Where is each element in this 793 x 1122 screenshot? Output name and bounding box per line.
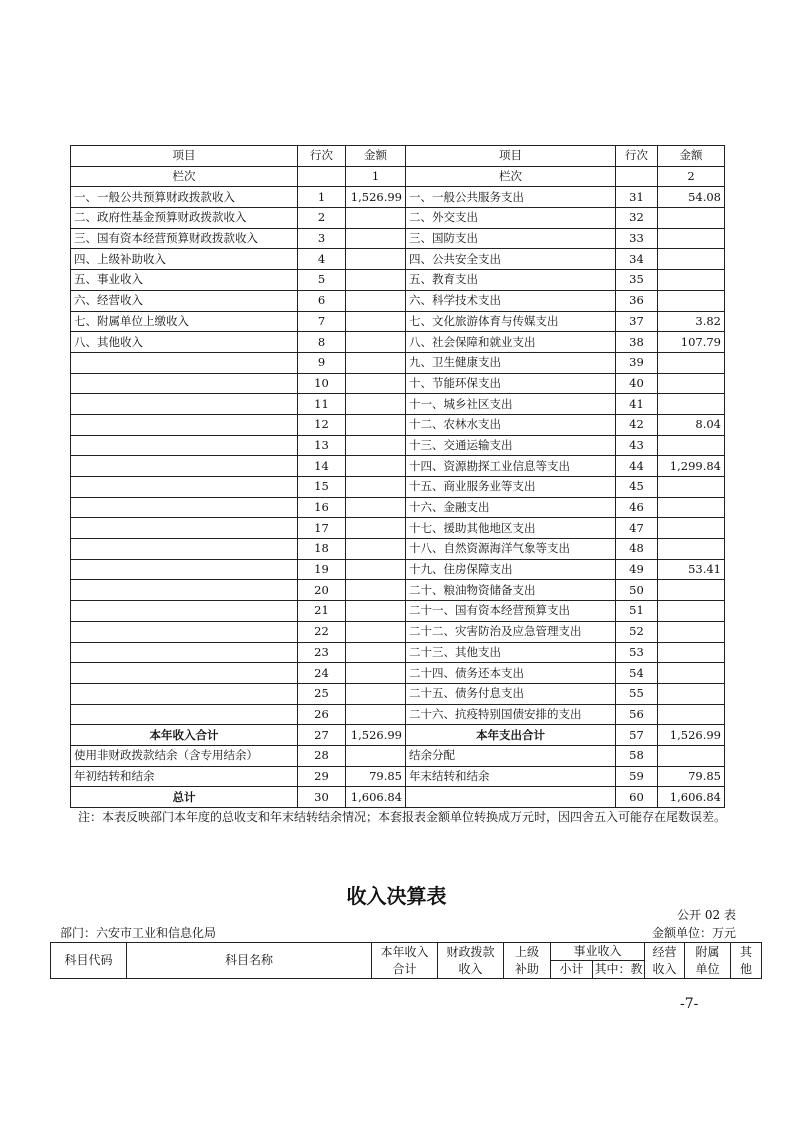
header-row: [71, 146, 725, 167]
expense-amount: 8.04: [658, 414, 725, 435]
sub-header-total: [372, 943, 438, 979]
table-row: [71, 270, 725, 291]
expense-row-no: 36: [616, 290, 658, 311]
table-row: [71, 663, 725, 684]
income-amount: [346, 663, 406, 684]
income-amount: [346, 249, 406, 270]
table-row: [71, 642, 725, 663]
expense-row-no: 60: [616, 787, 658, 808]
expense-item: 年末结转和结余: [406, 766, 616, 787]
expense-row-no: 42: [616, 414, 658, 435]
income-amount: [346, 580, 406, 601]
expense-item: 二十、粮油物资储备支出: [406, 580, 616, 601]
expense-row-no: 44: [616, 456, 658, 477]
expense-amount: [658, 704, 725, 725]
income-expenditure-table: [70, 145, 725, 808]
sub-header-other-l1: 其: [739, 944, 752, 959]
income-row-no: 8: [298, 332, 346, 353]
expense-item: 十七、援助其他地区支出: [406, 518, 616, 539]
income-row-no: 13: [298, 435, 346, 456]
income-amount: [346, 559, 406, 580]
expense-amount: [658, 663, 725, 684]
income-item: [71, 621, 298, 642]
sub-header-affil-l2: 单位: [695, 961, 720, 976]
department-name: 部门：六安市工业和信息化局: [60, 926, 217, 940]
expense-item: 三、国防支出: [406, 228, 616, 249]
table-row: [71, 352, 725, 373]
expense-row-no: 31: [616, 187, 658, 208]
income-row-no: 30: [298, 787, 346, 808]
income-amount: [346, 352, 406, 373]
lanci-label-left: 栏次: [71, 166, 298, 187]
income-row-no: 9: [298, 352, 346, 373]
sub-header-name: 科目名称: [127, 943, 372, 979]
sub-header-other-l2: 他: [739, 961, 752, 976]
table-row: [71, 601, 725, 622]
expense-row-no: 53: [616, 642, 658, 663]
table-row: [71, 228, 725, 249]
expense-amount: [658, 249, 725, 270]
lanci-empty-left: [298, 166, 346, 187]
expense-row-no: 32: [616, 208, 658, 229]
income-item: [71, 683, 298, 704]
expense-row-no: 33: [616, 228, 658, 249]
form-number: 公开 02 表: [677, 908, 736, 922]
expense-amount: [658, 642, 725, 663]
sub-header-affil-l1: 附属: [695, 944, 720, 959]
lanci-empty-right: [616, 166, 658, 187]
expense-row-no: 50: [616, 580, 658, 601]
sub-header-oper-l2: 收入: [652, 961, 677, 976]
table-row: [71, 456, 725, 477]
income-amount: [346, 683, 406, 704]
expense-amount: [658, 477, 725, 498]
income-amount: [346, 270, 406, 291]
expense-amount: [658, 270, 725, 291]
income-row-no: 10: [298, 373, 346, 394]
expense-item: 十二、农林水支出: [406, 414, 616, 435]
expense-item: 二十一、国有资本经营预算支出: [406, 601, 616, 622]
sub-header-fiscal: [438, 943, 504, 979]
expense-item: 二十二、灾害防治及应急管理支出: [406, 621, 616, 642]
income-row-no: 21: [298, 601, 346, 622]
sub-header-upper: [504, 943, 551, 979]
income-row-no: 15: [298, 477, 346, 498]
table-row: [71, 704, 725, 725]
expense-row-no: 40: [616, 373, 658, 394]
income-amount: [346, 208, 406, 229]
sub-header-biz: 事业收入: [551, 943, 645, 961]
lanci-col-right: 2: [658, 166, 725, 187]
income-amount: [346, 477, 406, 498]
expense-row-no: 43: [616, 435, 658, 456]
expense-item: 二十六、抗疫特别国债安排的支出: [406, 704, 616, 725]
page-number: -7-: [680, 996, 699, 1012]
expense-row-no: 55: [616, 683, 658, 704]
table-row: [71, 621, 725, 642]
expense-row-no: 46: [616, 497, 658, 518]
sub-header-fiscal-l1: 财政拨款: [446, 944, 495, 959]
income-item: 三、国有资本经营预算财政拨款收入: [71, 228, 298, 249]
table-row: [71, 580, 725, 601]
col-header-item-right: 项目: [406, 146, 616, 167]
expense-item: 二、外交支出: [406, 208, 616, 229]
table-row: [71, 332, 725, 353]
income-row-no: 27: [298, 725, 346, 746]
sub-header-code: 科目代码: [51, 943, 127, 979]
expense-amount: 53.41: [658, 559, 725, 580]
income-item: [71, 580, 298, 601]
income-item: [71, 414, 298, 435]
income-item: 七、附属单位上缴收入: [71, 311, 298, 332]
expense-row-no: 58: [616, 745, 658, 766]
expense-item: 十、节能环保支出: [406, 373, 616, 394]
expense-row-no: 56: [616, 704, 658, 725]
expense-item: 十三、交通运输支出: [406, 435, 616, 456]
lanci-row: [71, 166, 725, 187]
income-row-no: 16: [298, 497, 346, 518]
table-row: [71, 497, 725, 518]
table-row: [71, 435, 725, 456]
income-amount: [346, 332, 406, 353]
expense-item: 九、卫生健康支出: [406, 352, 616, 373]
expense-amount: [658, 621, 725, 642]
income-item: [71, 642, 298, 663]
expense-row-no: 51: [616, 601, 658, 622]
sub-header-biz-subtotal: 小计: [551, 961, 593, 979]
income-amount: [346, 414, 406, 435]
expense-row-no: 52: [616, 621, 658, 642]
sub-header-biz-edu: 其中：教: [593, 961, 645, 979]
expense-amount: 1,299.84: [658, 456, 725, 477]
col-header-amount-left: 金额: [346, 146, 406, 167]
expense-amount: 1,606.84: [658, 787, 725, 808]
expense-row-no: 57: [616, 725, 658, 746]
income-item: 一、一般公共预算财政拨款收入: [71, 187, 298, 208]
expense-item: 十四、资源勘探工业信息等支出: [406, 456, 616, 477]
income-item: [71, 601, 298, 622]
expense-item: 十九、住房保障支出: [406, 559, 616, 580]
income-row-no: 23: [298, 642, 346, 663]
expense-item: 十五、商业服务业等支出: [406, 477, 616, 498]
income-amount: [346, 394, 406, 415]
income-amount: [346, 704, 406, 725]
income-amount: [346, 621, 406, 642]
income-item: 本年收入合计: [71, 725, 298, 746]
expense-amount: [658, 518, 725, 539]
income-row-no: 7: [298, 311, 346, 332]
table-row: [71, 745, 725, 766]
expense-row-no: 34: [616, 249, 658, 270]
income-amount: 1,526.99: [346, 725, 406, 746]
income-item: 六、经营收入: [71, 290, 298, 311]
table-row: [71, 187, 725, 208]
expense-row-no: 49: [616, 559, 658, 580]
sub-header-fiscal-l2: 收入: [458, 961, 483, 976]
expense-amount: 54.08: [658, 187, 725, 208]
expense-amount: 107.79: [658, 332, 725, 353]
income-row-no: 25: [298, 683, 346, 704]
income-row-no: 2: [298, 208, 346, 229]
income-item: 总计: [71, 787, 298, 808]
income-item: [71, 477, 298, 498]
table-row: [71, 414, 725, 435]
expense-row-no: 41: [616, 394, 658, 415]
table-note: 注：本表反映部门本年度的总收支和年末结转结余情况；本套报表金额单位转换成万元时，因四舍五入可能存在尾数误差。: [78, 810, 727, 824]
table-row: [71, 518, 725, 539]
income-item: [71, 518, 298, 539]
col-header-row-no-right: 行次: [616, 146, 658, 167]
expense-item: 结余分配: [406, 745, 616, 766]
expense-row-no: 48: [616, 539, 658, 560]
sub-header-total-l1: 本年收入: [380, 944, 429, 959]
income-amount: 1,526.99: [346, 187, 406, 208]
sub-header-upper-l1: 上级: [514, 944, 539, 959]
sub-header-upper-l2: 补助: [514, 961, 539, 976]
expense-amount: [658, 208, 725, 229]
sub-header-oper: [645, 943, 685, 979]
income-row-no: 6: [298, 290, 346, 311]
income-item: [71, 373, 298, 394]
expense-row-no: 38: [616, 332, 658, 353]
section-title: 收入决算表: [346, 884, 447, 908]
income-item: [71, 539, 298, 560]
expense-amount: 79.85: [658, 766, 725, 787]
income-amount: [346, 497, 406, 518]
expense-row-no: 35: [616, 270, 658, 291]
expense-row-no: 39: [616, 352, 658, 373]
col-header-amount-right: 金额: [658, 146, 725, 167]
expense-amount: 3.82: [658, 311, 725, 332]
income-item: [71, 663, 298, 684]
income-amount: [346, 435, 406, 456]
income-row-no: 18: [298, 539, 346, 560]
expense-item: 五、教育支出: [406, 270, 616, 291]
table-row: [71, 559, 725, 580]
income-amount: [346, 601, 406, 622]
income-amount: [346, 290, 406, 311]
expense-item: 二十四、债务还本支出: [406, 663, 616, 684]
expense-row-no: 59: [616, 766, 658, 787]
expense-amount: [658, 601, 725, 622]
income-amount: [346, 539, 406, 560]
table-row: [71, 394, 725, 415]
expense-amount: [658, 290, 725, 311]
income-item: 使用非财政拨款结余（含专用结余）: [71, 745, 298, 766]
income-row-no: 20: [298, 580, 346, 601]
table-row: [71, 208, 725, 229]
expense-amount: [658, 435, 725, 456]
income-item: [71, 352, 298, 373]
income-item: [71, 394, 298, 415]
expense-item: 十六、金融支出: [406, 497, 616, 518]
expense-item: 七、文化旅游体育与传媒支出: [406, 311, 616, 332]
expense-item: 二十三、其他支出: [406, 642, 616, 663]
income-row-no: 17: [298, 518, 346, 539]
income-item: [71, 497, 298, 518]
sub-header-oper-l1: 经营: [652, 944, 677, 959]
expense-item: 二十五、债务付息支出: [406, 683, 616, 704]
lanci-col-left: 1: [346, 166, 406, 187]
income-row-no: 12: [298, 414, 346, 435]
sub-header-affil: [685, 943, 731, 979]
sub-header-total-l2: 合计: [392, 961, 417, 976]
table-row: [71, 290, 725, 311]
expense-item: 八、社会保障和就业支出: [406, 332, 616, 353]
expense-amount: [658, 745, 725, 766]
col-header-item-left: 项目: [71, 146, 298, 167]
expense-amount: [658, 373, 725, 394]
income-amount: [346, 456, 406, 477]
expense-item: [406, 787, 616, 808]
expense-amount: 1,526.99: [658, 725, 725, 746]
income-amount: 79.85: [346, 766, 406, 787]
income-row-no: 29: [298, 766, 346, 787]
table-row: [71, 766, 725, 787]
income-amount: [346, 642, 406, 663]
expense-item: 一、一般公共服务支出: [406, 187, 616, 208]
expense-amount: [658, 228, 725, 249]
income-row-no: 22: [298, 621, 346, 642]
table-row: [71, 539, 725, 560]
expense-amount: [658, 683, 725, 704]
table-row: [71, 373, 725, 394]
income-table-header: [50, 942, 762, 979]
income-item: 年初结转和结余: [71, 766, 298, 787]
income-item: [71, 456, 298, 477]
income-row-no: 11: [298, 394, 346, 415]
income-row-no: 1: [298, 187, 346, 208]
expense-row-no: 37: [616, 311, 658, 332]
expense-item: 本年支出合计: [406, 725, 616, 746]
income-amount: [346, 373, 406, 394]
table-row: [71, 787, 725, 808]
income-item: [71, 559, 298, 580]
income-item: 八、其他收入: [71, 332, 298, 353]
expense-amount: [658, 352, 725, 373]
income-item: [71, 435, 298, 456]
income-amount: [346, 518, 406, 539]
expense-amount: [658, 580, 725, 601]
expense-row-no: 54: [616, 663, 658, 684]
table-row: [71, 249, 725, 270]
expense-row-no: 47: [616, 518, 658, 539]
expense-item: 十八、自然资源海洋气象等支出: [406, 539, 616, 560]
amount-unit: 金额单位：万元: [651, 926, 736, 940]
income-row-no: 5: [298, 270, 346, 291]
table-row: [71, 311, 725, 332]
income-amount: [346, 228, 406, 249]
income-amount: [346, 311, 406, 332]
income-row-no: 14: [298, 456, 346, 477]
income-row-no: 24: [298, 663, 346, 684]
income-amount: [346, 745, 406, 766]
income-row-no: 28: [298, 745, 346, 766]
income-item: 四、上级补助收入: [71, 249, 298, 270]
lanci-label-right: 栏次: [406, 166, 616, 187]
income-row-no: 19: [298, 559, 346, 580]
income-row-no: 26: [298, 704, 346, 725]
income-amount: 1,606.84: [346, 787, 406, 808]
table-row: [71, 477, 725, 498]
expense-amount: [658, 497, 725, 518]
table-row: [71, 683, 725, 704]
expense-item: 十一、城乡社区支出: [406, 394, 616, 415]
income-item: 二、政府性基金预算财政拨款收入: [71, 208, 298, 229]
income-item: [71, 704, 298, 725]
expense-amount: [658, 539, 725, 560]
col-header-row-no-left: 行次: [298, 146, 346, 167]
expense-amount: [658, 394, 725, 415]
expense-item: 六、科学技术支出: [406, 290, 616, 311]
table-row: [71, 725, 725, 746]
income-row-no: 3: [298, 228, 346, 249]
income-row-no: 4: [298, 249, 346, 270]
income-item: 五、事业收入: [71, 270, 298, 291]
expense-row-no: 45: [616, 477, 658, 498]
sub-header-other: [731, 943, 762, 979]
expense-item: 四、公共安全支出: [406, 249, 616, 270]
